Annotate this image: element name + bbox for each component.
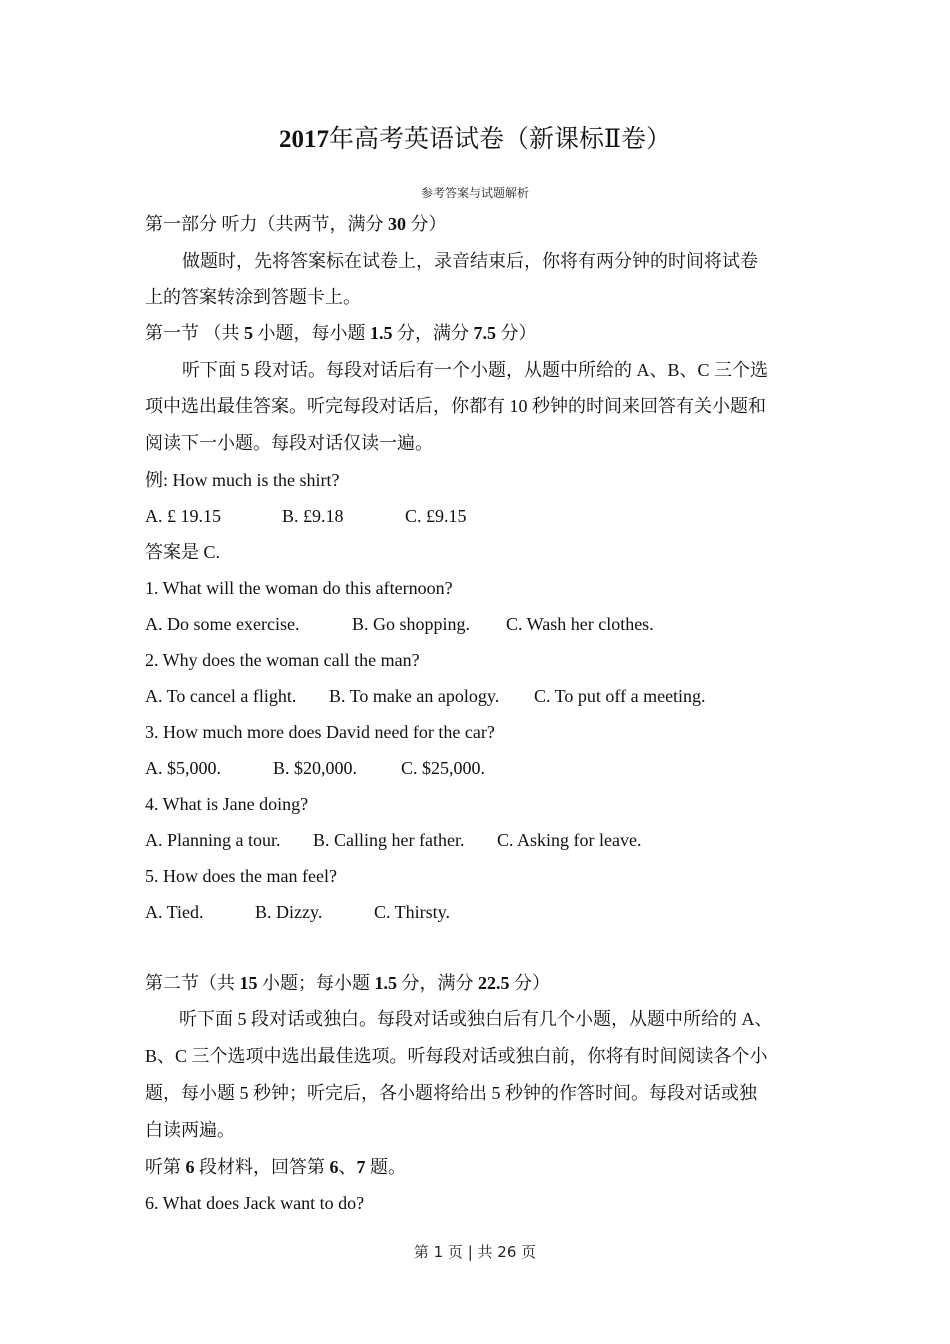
question-6: 6. What does Jack want to do? xyxy=(145,1193,365,1213)
s2-text-b: 小题；每小题 xyxy=(257,973,375,993)
part1-heading-end: 分） xyxy=(406,214,447,234)
document-subtitle: 参考答案与试题解析 xyxy=(420,186,529,200)
q1-option-b: B. Go shopping. xyxy=(352,614,471,634)
section2-instructions-2: B、C 三个选项中选出最佳选项。听每段对话或独白前，你将有时间阅读各个小 xyxy=(145,1046,768,1066)
s2-text-c: 分，满分 xyxy=(397,973,478,993)
m6-q2: 7 xyxy=(356,1157,366,1177)
q3-option-c: C. $25,000. xyxy=(401,758,486,778)
example-option-b: B. £9.18 xyxy=(282,506,344,526)
title-text: 年高考英语试卷（新课标Ⅱ卷） xyxy=(329,126,671,153)
m6-q1: 6 xyxy=(329,1157,339,1177)
m6-text-b: 段材料，回答第 xyxy=(194,1157,330,1177)
part1-heading-text: 第一部分 听力（共两节，满分 xyxy=(145,214,388,234)
section1-heading xyxy=(145,321,537,345)
material-6-heading xyxy=(145,1155,406,1179)
s1-count: 5 xyxy=(244,323,253,343)
s2-count: 15 xyxy=(239,973,258,993)
m6-num: 6 xyxy=(185,1157,195,1177)
example-option-a: A. £ 19.15 xyxy=(145,506,221,526)
section1-instructions-3: 阅读下一小题。每段对话仅读一遍。 xyxy=(145,433,433,453)
question-2: 2. Why does the woman call the man? xyxy=(145,650,420,670)
example-answer: 答案是 C. xyxy=(145,542,221,562)
question-5: 5. How does the man feel? xyxy=(145,866,337,886)
s2-each: 1.5 xyxy=(374,973,397,993)
q5-option-b: B. Dizzy. xyxy=(255,902,323,922)
question-4: 4. What is Jane doing? xyxy=(145,794,309,814)
section1-instructions-2: 项中选出最佳答案。听完每段对话后，你都有 10 秒钟的时间来回答有关小题和 xyxy=(145,396,766,416)
s1-text-c: 分，满分 xyxy=(392,323,474,343)
part1-score: 30 xyxy=(388,214,406,234)
page-footer: 第 1 页 | 共 26 页 xyxy=(413,1243,537,1261)
s1-total: 7.5 xyxy=(473,323,496,343)
part1-heading xyxy=(145,212,447,236)
example-question: 例: How much is the shirt? xyxy=(145,470,340,490)
s1-text-b: 小题，每小题 xyxy=(253,323,370,343)
q4-option-c: C. Asking for leave. xyxy=(497,830,642,850)
m6-sep: 、 xyxy=(338,1157,357,1177)
q1-option-c: C. Wash her clothes. xyxy=(506,614,654,634)
q5-option-c: C. Thirsty. xyxy=(374,902,451,922)
m6-text-a: 听第 xyxy=(145,1157,186,1177)
m6-text-c: 题。 xyxy=(365,1157,406,1177)
s2-text-a: 第二节（共 xyxy=(145,973,240,993)
q4-option-b: B. Calling her father. xyxy=(313,830,465,850)
document-title xyxy=(0,122,950,158)
q5-option-a: A. Tied. xyxy=(145,902,204,922)
s1-text-a: 第一节 （共 xyxy=(145,323,244,343)
section2-heading xyxy=(145,971,550,995)
part1-instructions-2: 上的答案转涂到答题卡上。 xyxy=(145,287,361,307)
q4-option-a: A. Planning a tour. xyxy=(145,830,281,850)
s2-total: 22.5 xyxy=(478,973,510,993)
example-option-c: C. £9.15 xyxy=(405,506,467,526)
q1-option-a: A. Do some exercise. xyxy=(145,614,300,634)
q3-option-a: A. $5,000. xyxy=(145,758,221,778)
title-year: 2017 xyxy=(279,126,329,153)
part1-instructions-1: 做题时，先将答案标在试卷上，录音结束后，你将有两分钟的时间将试卷 xyxy=(182,251,758,271)
s1-each: 1.5 xyxy=(370,323,393,343)
section2-instructions-3: 题，每小题 5 秒钟；听完后，各小题将给出 5 秒钟的作答时间。每段对话或独 xyxy=(145,1083,757,1103)
s1-text-d: 分） xyxy=(496,323,537,343)
section2-instructions-4: 白读两遍。 xyxy=(145,1120,235,1140)
q2-option-c: C. To put off a meeting. xyxy=(534,686,706,706)
q2-option-a: A. To cancel a flight. xyxy=(145,686,297,706)
question-1: 1. What will the woman do this afternoon? xyxy=(145,578,453,598)
q3-option-b: B. $20,000. xyxy=(273,758,358,778)
q2-option-b: B. To make an apology. xyxy=(329,686,500,706)
section2-instructions-1: 听下面 5 段对话或独白。每段对话或独白后有几个小题，从题中所给的 A、 xyxy=(179,1009,773,1029)
question-3: 3. How much more does David need for the car? xyxy=(145,722,495,742)
s2-text-d: 分） xyxy=(509,973,550,993)
section1-instructions-1: 听下面 5 段对话。每段对话后有一个小题，从题中所给的 A、B、C 三个选 xyxy=(182,360,769,380)
